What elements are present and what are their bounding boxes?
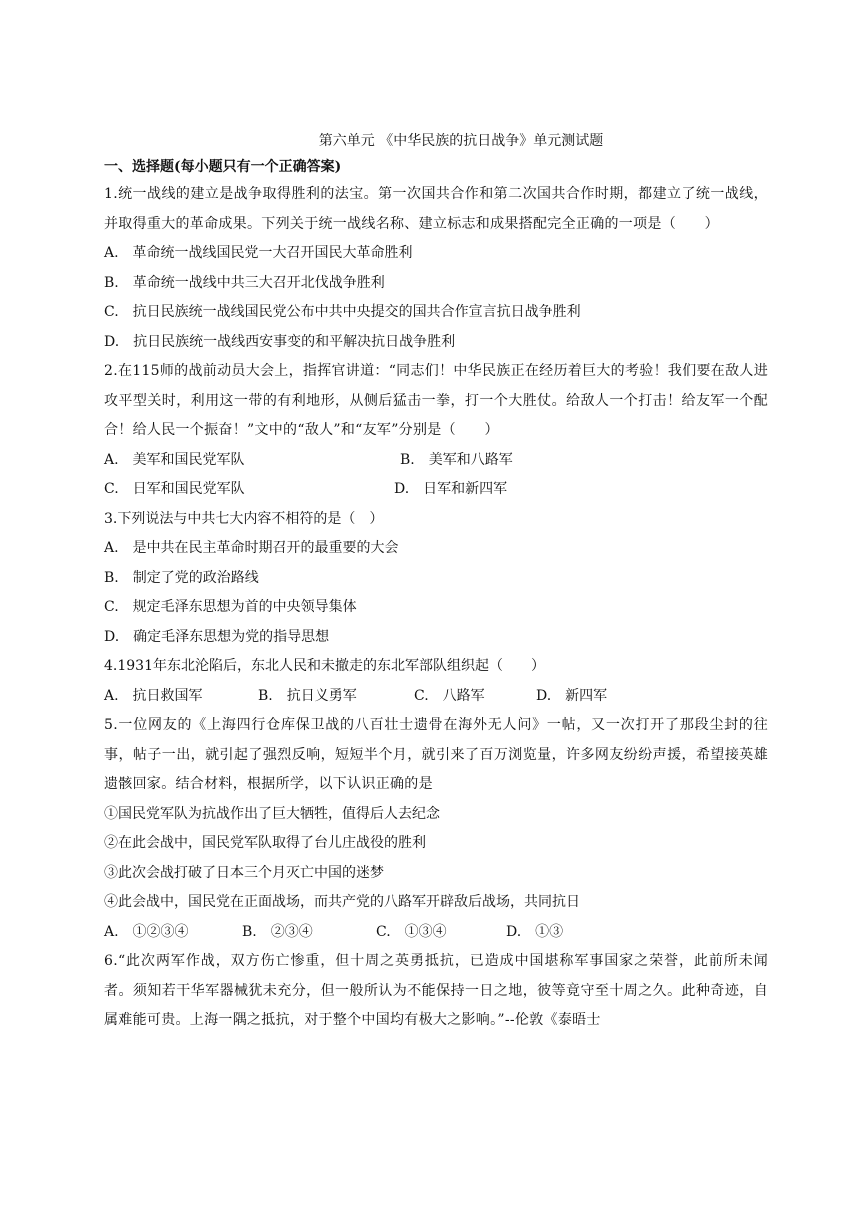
question-5-stem: 5.一位网友的《上海四行仓库保卫战的八百壮士遗骨在海外无人问》一帖，又一次打开了那段尘封的往事，帖子一出，就引起了强烈反响，短短半个月，就引来了百万浏览量，许多网友纷纷声援，希望接英雄遗骸回家。结合材料，根据所学，以下认识正确的是 <box>104 717 768 792</box>
question-3-option-c: C. 规定毛泽东思想为首的中央领导集体 <box>104 599 357 615</box>
question-4-option-c: C. 八路军 <box>414 687 485 704</box>
question-4-stem: 4.1931年东北沦陷后，东北人民和未撤走的东北军部队组织起（ ） <box>104 658 545 674</box>
question-2-option-a: A. 美军和国民党军队 <box>104 451 245 468</box>
question-1-option-b: B. 革命统一战线中共三大召开北伐战争胜利 <box>104 274 385 291</box>
question-5-option-d: D. ①③ <box>506 923 564 940</box>
question-2-stem: 2.在115师的战前动员大会上，指挥官讲道：“同志们！中华民族正在经历着巨大的考验！我们要在敌人进攻平型关时，利用这一带的有利地形，从侧后猛击一拳，打一个大胜仗。给敌人一个打击！给友军一个配合！给人民一个振奋！”文中的“敌人”和“友军”分别是（ ） <box>104 363 768 438</box>
exam-title: 第六单元 《中华民族的抗日战争》单元测试题 <box>318 133 604 149</box>
question-2-option-c: C. 日军和国民党军队 <box>104 481 245 497</box>
question-2-options-row-2 <box>104 475 768 505</box>
question-1-option-c: C. 抗日民族统一战线国民党公布中共中央提交的国共合作宣言抗日战争胜利 <box>104 304 581 320</box>
question-2-options-row-1 <box>104 446 768 476</box>
question-3-option-d: D. 确定毛泽东思想为党的指导思想 <box>104 628 330 645</box>
question-5-statement-2: ②在此会战中，国民党军队取得了台儿庄战役的胜利 <box>104 835 426 851</box>
question-2-option-d: D. 日军和新四军 <box>394 481 508 497</box>
question-6-stem: 6.“此次两军作战，双方伤亡惨重，但十周之英勇抵抗，已造成中国堪称军事国家之荣誉，此前所未闻者。须知若干华军器械犹未充分，但一般所认为不能保持一日之地，彼等竟守至十周之久。此种奇迹，自属难能可贵。上海一隅之抵抗，对于整个中国均有极大之影响。”--伦敦《泰晤士 <box>104 953 768 1028</box>
question-5-statement-1: ①国民党军队为抗战作出了巨大牺牲，值得后人去纪念 <box>104 805 440 822</box>
question-3-stem: 3.下列说法与中共七大内容不相符的是（ ） <box>104 510 384 527</box>
exam-page <box>104 128 768 1036</box>
question-4-option-b: B. 抗日义勇军 <box>258 687 357 704</box>
question-5-option-c: C. ①③④ <box>376 923 447 940</box>
question-5-statement-3: ③此次会战打破了日本三个月灭亡中国的迷梦 <box>104 864 384 881</box>
question-1-option-a: A. 革命统一战线国民党一大召开国民大革命胜利 <box>104 245 413 261</box>
question-5-statement-4: ④此会战中，国民党在正面战场，而共产党的八路军开辟敌后战场，共同抗日 <box>104 894 580 910</box>
question-5-options-row <box>104 918 768 948</box>
question-4-option-a: A. 抗日救国军 <box>104 687 203 704</box>
question-3-option-a: A. 是中共在民主革命时期召开的最重要的大会 <box>104 540 399 556</box>
section-heading: 一、选择题(每小题只有一个正确答案) <box>104 159 342 175</box>
question-4-option-d: D. 新四军 <box>536 687 608 704</box>
question-3-option-b: B. 制定了党的政治路线 <box>104 569 259 586</box>
question-1-option-d: D. 抗日民族统一战线西安事变的和平解决抗日战争胜利 <box>104 333 456 350</box>
question-5-option-a: A. ①②③④ <box>104 923 189 940</box>
question-1-stem: 1.统一战线的建立是战争取得胜利的法宝。第一次国共合作和第二次国共合作时期，都建立了统一战线，并取得重大的革命成果。下列关于统一战线名称、建立标志和成果搭配完全正确的一项是（ ） <box>104 186 768 232</box>
question-4-options-row <box>104 682 768 712</box>
question-5-option-b: B. ②③④ <box>242 923 313 940</box>
question-2-option-b: B. 美军和八路军 <box>400 451 513 468</box>
